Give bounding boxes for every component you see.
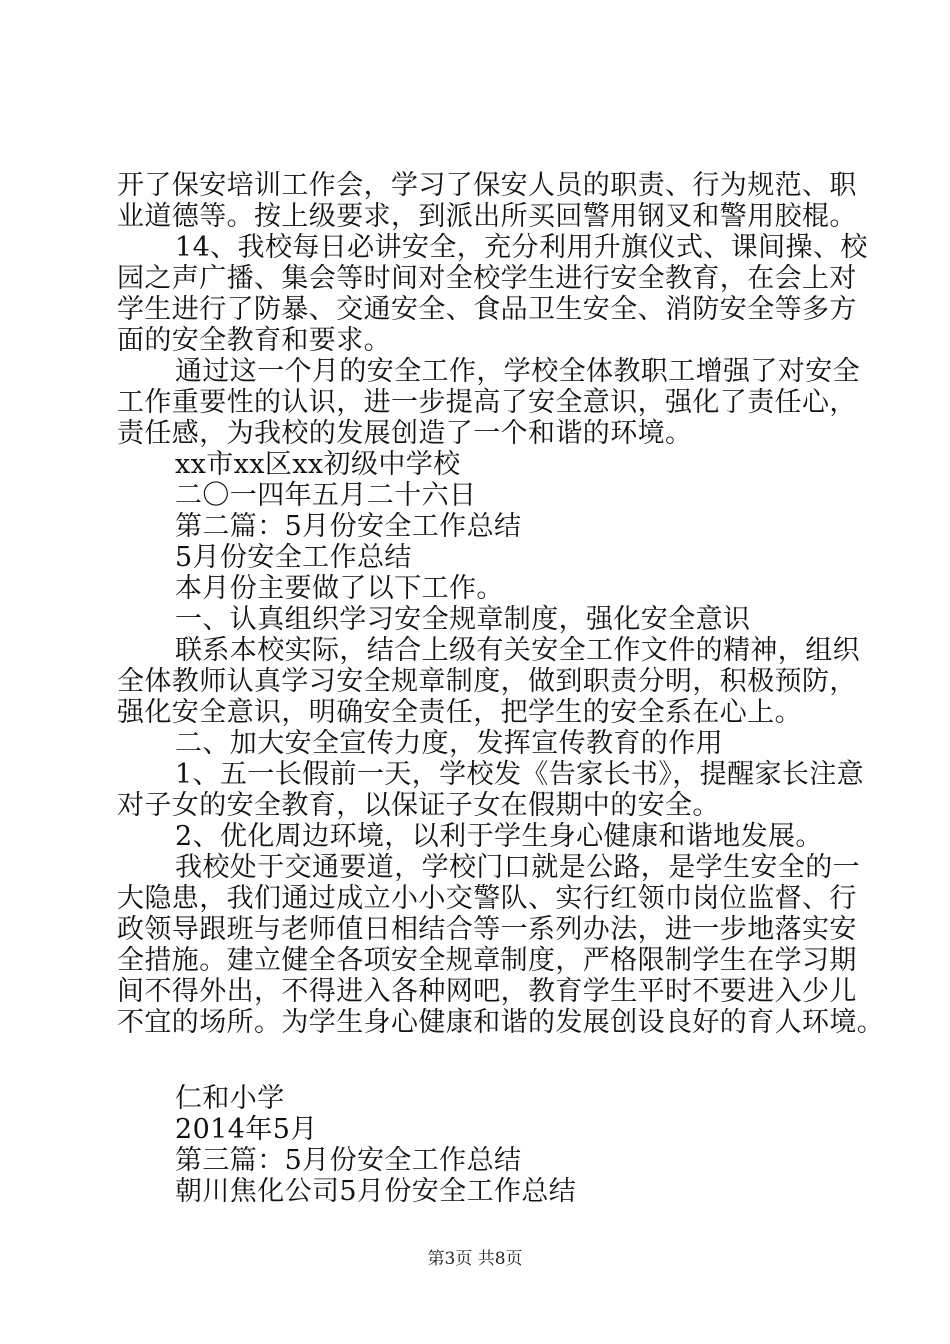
body-line: 学生进行了防暴、交通安全、食品卫生安全、消防安全等多方 <box>117 294 857 325</box>
body-line: 工作重要性的认识，进一步提高了安全意识，强化了责任心， <box>117 387 857 418</box>
school-name-line: 仁和小学 <box>175 1083 285 1114</box>
page-number-footer: 第3页 共8页 <box>427 1249 523 1269</box>
subheading-line: 一、认真组织学习安全规章制度，强化安全意识 <box>175 604 751 635</box>
body-line: 强化安全意识，明确安全责任，把学生的安全系在心上。 <box>117 697 802 728</box>
date-line: 二〇一四年五月二十六日 <box>175 480 477 511</box>
body-line: 责任感，为我校的发展创造了一个和谐的环境。 <box>117 418 693 449</box>
body-line: 全体教师认真学习安全规章制度，做到职责分明，积极预防， <box>117 666 857 697</box>
body-line: 开了保安培训工作会，学习了保安人员的职责、行为规范、职 <box>117 170 857 201</box>
section-title: 5月份安全工作总结 <box>175 542 412 573</box>
body-line: 通过这一个月的安全工作，学校全体教职工增强了对安全 <box>175 356 860 387</box>
body-line: 全措施。建立健全各项安全规章制度，严格限制学生在学习期 <box>117 945 857 976</box>
school-name-line: xx市xx区xx初级中学校 <box>175 449 461 480</box>
subheading-line: 二、加大安全宣传力度，发挥宣传教育的作用 <box>175 728 723 759</box>
body-line: 1、五一长假前一天，学校发《告家长书》，提醒家长注意 <box>175 759 865 790</box>
body-line: 不宜的场所。为学生身心健康和谐的发展创设良好的育人环境。 <box>117 1007 885 1038</box>
paragraph-gap <box>117 1038 847 1083</box>
body-line: 业道德等。按上级要求，到派出所买回警用钢叉和警用胶棍。 <box>117 201 857 232</box>
date-line: 2014年5月 <box>175 1114 318 1145</box>
body-line: 大隐患，我们通过成立小小交警队、实行红领巾岗位监督、行 <box>117 883 857 914</box>
body-line: 我校处于交通要道，学校门口就是公路，是学生安全的一 <box>175 852 860 883</box>
body-line: 2、优化周边环境，以利于学生身心健康和谐地发展。 <box>175 821 823 852</box>
document-body <box>117 170 885 1207</box>
section-heading: 第二篇：5月份安全工作总结 <box>175 511 522 542</box>
body-line: 本月份主要做了以下工作。 <box>175 573 504 604</box>
body-line: 政领导跟班与老师值日相结合等一系列办法，进一步地落实安 <box>117 914 857 945</box>
body-line: 14、我校每日必讲安全，充分利用升旗仪式、课间操、校 <box>175 232 868 263</box>
section-title: 朝川焦化公司5月份安全工作总结 <box>175 1176 577 1207</box>
body-line: 对子女的安全教育，以保证子女在假期中的安全。 <box>117 790 720 821</box>
section-heading: 第三篇：5月份安全工作总结 <box>175 1145 522 1176</box>
body-line: 园之声广播、集会等时间对全校学生进行安全教育，在会上对 <box>117 263 857 294</box>
body-line: 面的安全教育和要求。 <box>117 325 391 356</box>
body-line: 间不得外出，不得进入各种网吧，教育学生平时不要进入少儿 <box>117 976 857 1007</box>
body-line: 联系本校实际，结合上级有关安全工作文件的精神，组织 <box>175 635 860 666</box>
